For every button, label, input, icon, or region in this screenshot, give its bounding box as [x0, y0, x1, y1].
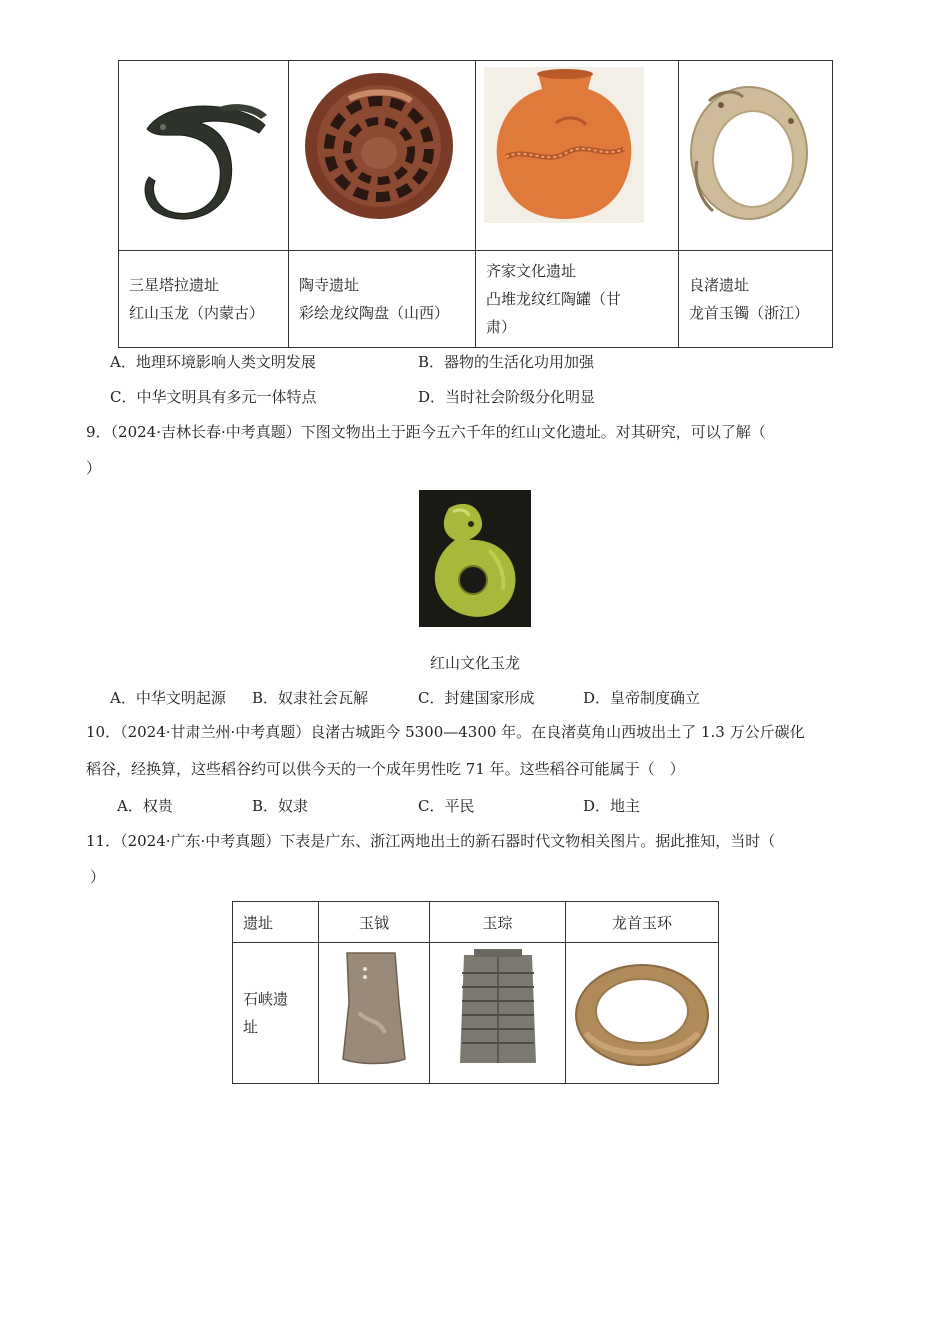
q9-option-d: D．皇帝制度确立	[583, 689, 701, 707]
header-dragon-jade-ring: 龙首玉环	[566, 902, 719, 943]
caption-jade-dragon	[119, 251, 289, 348]
caption-site: 齐家文化遗址	[486, 262, 577, 280]
q8-option-a: A．地理环境影响人类文明发展	[110, 353, 316, 371]
q9-image-caption: 红山文化玉龙	[429, 654, 520, 672]
header-jade-cong: 玉琮	[430, 902, 566, 943]
hongshan-jade-dragon-image	[419, 490, 531, 627]
q9-option-b: B．奴隶社会瓦解	[252, 689, 369, 707]
jade-dragon-image	[119, 61, 289, 250]
caption-site: 陶寺遗址	[299, 276, 360, 294]
q8-option-b: B．器物的生活化功用加强	[418, 353, 595, 371]
caption-artifact: 彩绘龙纹陶盘（山西）	[299, 304, 450, 322]
caption-artifact-cont: 肃）	[486, 318, 517, 336]
caption-jade-bracelet	[679, 251, 833, 348]
jade-cong-image	[430, 943, 566, 1083]
caption-pottery-plate	[289, 251, 476, 348]
site-name-line1: 石峡遗	[243, 990, 289, 1008]
q9-option-c: C．封建国家形成	[418, 689, 535, 707]
q8-option-d: D．当时社会阶级分化明显	[418, 388, 596, 406]
jade-cong-cell	[430, 943, 566, 1084]
caption-site: 三星塔拉遗址	[129, 276, 220, 294]
q10-option-d: D．地主	[583, 797, 641, 815]
image-cell-pottery-plate	[289, 61, 476, 251]
caption-artifact: 凸堆龙纹红陶罐（甘	[486, 290, 622, 308]
q8-option-c: C．中华文明具有多元一体特点	[110, 388, 317, 406]
caption-artifact: 龙首玉镯（浙江）	[689, 304, 810, 322]
dragon-jade-ring-cell	[566, 943, 719, 1084]
site-name-line2: 址	[243, 1018, 259, 1036]
q9-stem-line1: 9．（2024·吉林长春·中考真题）下图文物出土于距今五六千年的红山文化遗址。对其研究，可以了解（	[86, 423, 766, 441]
artifact-table-1	[118, 60, 833, 348]
red-pottery-jar-image	[476, 61, 679, 250]
q11-stem-line1: 11．（2024·广东·中考真题）下表是广东、浙江两地出土的新石器时代文物相关图片。据此推知，当时（	[86, 832, 776, 850]
image-cell-red-pottery-jar	[476, 61, 679, 251]
caption-site: 良渚遗址	[689, 276, 750, 294]
jade-axe-image	[319, 943, 430, 1083]
q10-option-c: C．平民	[418, 797, 475, 815]
artifact-table-2	[232, 901, 719, 1084]
dragon-jade-ring-image	[566, 943, 719, 1083]
jade-bracelet-image	[679, 61, 833, 250]
q10-option-a: A．权贵	[117, 797, 173, 815]
jade-axe-cell	[319, 943, 430, 1084]
caption-artifact: 红山玉龙（内蒙古）	[129, 304, 265, 322]
header-site: 遗址	[233, 902, 319, 943]
q11-stem-line2: ）	[90, 868, 106, 886]
q10-stem-line2: 稻谷，经换算，这些稻谷约可以供今天的一个成年男性吃 71 年。这些稻谷可能属于（ ）	[86, 760, 685, 778]
q9-option-a: A．中华文明起源	[110, 689, 226, 707]
q10-option-b: B．奴隶	[252, 797, 309, 815]
image-cell-jade-bracelet	[679, 61, 833, 251]
q10-stem-line1: 10．（2024·甘肃兰州·中考真题）良渚古城距今 5300—4300 年。在良渚莫角山西坡出土了 1.3 万公斤碳化	[86, 723, 805, 741]
header-jade-axe: 玉钺	[319, 902, 430, 943]
image-cell-jade-dragon	[119, 61, 289, 251]
caption-red-pottery-jar	[476, 251, 679, 348]
q9-stem-line2: ）	[86, 459, 102, 477]
pottery-plate-image	[289, 61, 476, 250]
site-name-cell	[233, 943, 319, 1084]
